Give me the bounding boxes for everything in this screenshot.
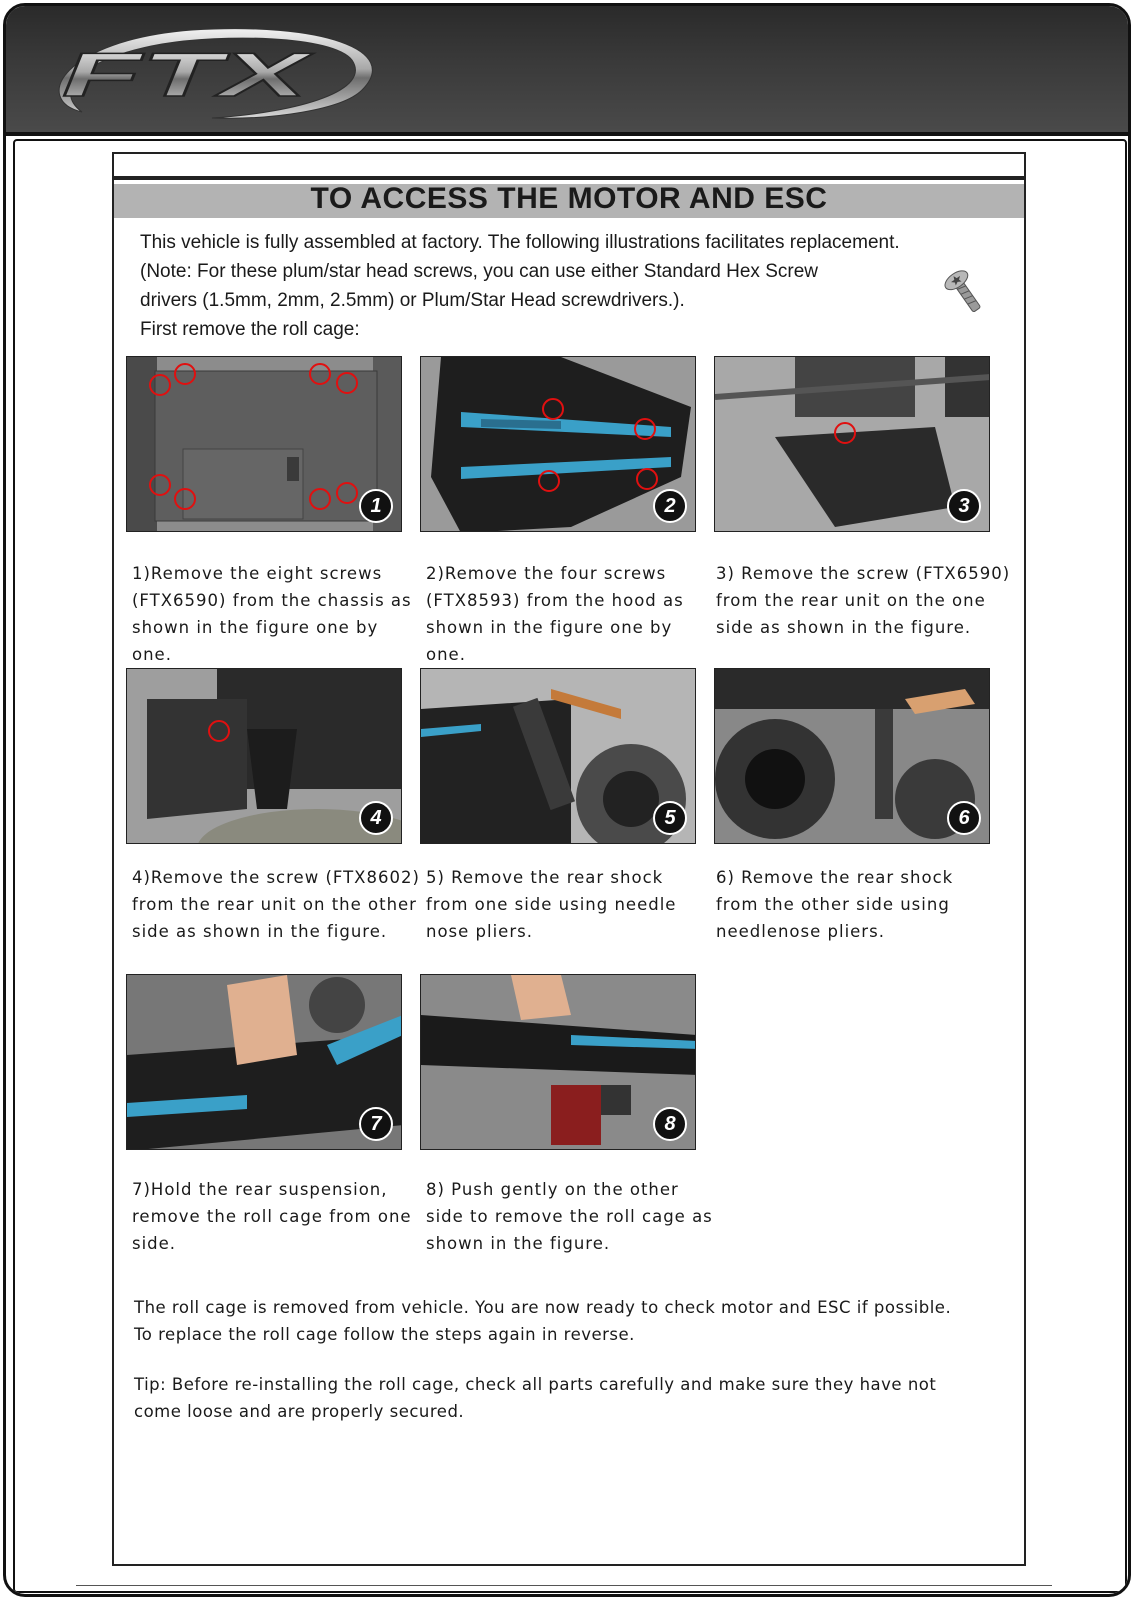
step-3-photo — [714, 356, 990, 532]
step-8-line-3: shown in the figure. — [426, 1234, 611, 1253]
step-7-photo — [126, 974, 402, 1150]
step-7-caption — [132, 1176, 412, 1257]
step-5-line-2: from one side using needle — [426, 895, 677, 914]
title-rule — [114, 176, 1024, 180]
step-8-line-1: 8) Push gently on the other — [426, 1180, 679, 1199]
step-2-badge: 2 — [653, 489, 687, 523]
intro-line-3: drivers (1.5mm, 2mm, 2.5mm) or Plum/Star Head screwdrivers.). — [140, 290, 685, 311]
intro-line-4: First remove the roll cage: — [140, 319, 360, 340]
tip-line-2: come loose and are properly secured. — [134, 1402, 465, 1421]
step-3-caption — [716, 560, 1010, 641]
step-5-badge: 5 — [653, 801, 687, 835]
ftx-logo — [22, 20, 392, 124]
step-1-badge: 1 — [359, 489, 393, 523]
step-7-line-2: remove the roll cage from one — [132, 1207, 412, 1226]
page-title: TO ACCESS THE MOTOR AND ESC — [310, 182, 828, 215]
step-3-line-3: side as shown in the figure. — [716, 618, 972, 637]
header-bar — [6, 6, 1128, 136]
step-2-line-1: 2)Remove the four screws — [426, 564, 667, 583]
step-6-photo — [714, 668, 990, 844]
step-4-photo — [126, 668, 402, 844]
step-7-line-1: 7)Hold the rear suspension, — [132, 1180, 388, 1199]
step-3-line-1: 3) Remove the screw (FTX6590) — [716, 564, 1011, 583]
intro-line-2: (Note: For these plum/star head screws, you can use either Standard Hex Screw — [140, 261, 818, 282]
step-6-line-3: needlenose pliers. — [716, 922, 885, 941]
step-7-line-3: side. — [132, 1234, 177, 1253]
content-box — [112, 152, 1026, 1566]
step-2-caption — [426, 560, 684, 668]
step-2-line-4: one. — [426, 645, 466, 664]
intro-line-1: This vehicle is fully assembled at factory. The following illustrations facilitates replacement. — [140, 232, 900, 253]
step-6-caption — [716, 864, 953, 945]
closing-line-2: To replace the roll cage follow the steps again in reverse. — [134, 1325, 635, 1344]
star-screw-icon — [936, 264, 992, 320]
step-1-caption — [132, 560, 412, 668]
step-4-line-1: 4)Remove the screw (FTX8602) — [132, 868, 420, 887]
step-5-line-1: 5) Remove the rear shock — [426, 868, 664, 887]
step-1-line-1: 1)Remove the eight screws — [132, 564, 383, 583]
step-4-line-3: side as shown in the figure. — [132, 922, 388, 941]
bottom-rule — [76, 1585, 1052, 1586]
step-3-line-2: from the rear unit on the one — [716, 591, 986, 610]
step-5-line-3: nose pliers. — [426, 922, 533, 941]
step-5-caption — [426, 864, 676, 945]
step-4-caption — [132, 864, 420, 945]
step-2-line-2: (FTX8593) from the hood as — [426, 591, 684, 610]
logo-text: FTX — [62, 41, 315, 110]
tip-line-1: Tip: Before re-installing the roll cage, check all parts carefully and make sure they have not — [134, 1375, 937, 1394]
step-3-badge: 3 — [947, 489, 981, 523]
step-6-badge: 6 — [947, 801, 981, 835]
step-8-line-2: side to remove the roll cage as — [426, 1207, 713, 1226]
step-2-photo — [420, 356, 696, 532]
step-6-line-2: from the other side using — [716, 895, 950, 914]
step-8-caption — [426, 1176, 713, 1257]
step-1-line-3: shown in the figure one by — [132, 618, 379, 637]
step-6-line-1: 6) Remove the rear shock — [716, 868, 954, 887]
step-8-badge: 8 — [653, 1107, 687, 1141]
step-1-line-4: one. — [132, 645, 172, 664]
step-4-badge: 4 — [359, 801, 393, 835]
step-2-line-3: shown in the figure one by — [426, 618, 673, 637]
step-4-line-2: from the rear unit on the other — [132, 895, 417, 914]
step-7-badge: 7 — [359, 1107, 393, 1141]
step-1-photo — [126, 356, 402, 532]
step-5-photo — [420, 668, 696, 844]
step-8-photo — [420, 974, 696, 1150]
step-1-line-2: (FTX6590) from the chassis as — [132, 591, 412, 610]
closing-line-1: The roll cage is removed from vehicle. You are now ready to check motor and ESC if possible. — [134, 1298, 952, 1317]
